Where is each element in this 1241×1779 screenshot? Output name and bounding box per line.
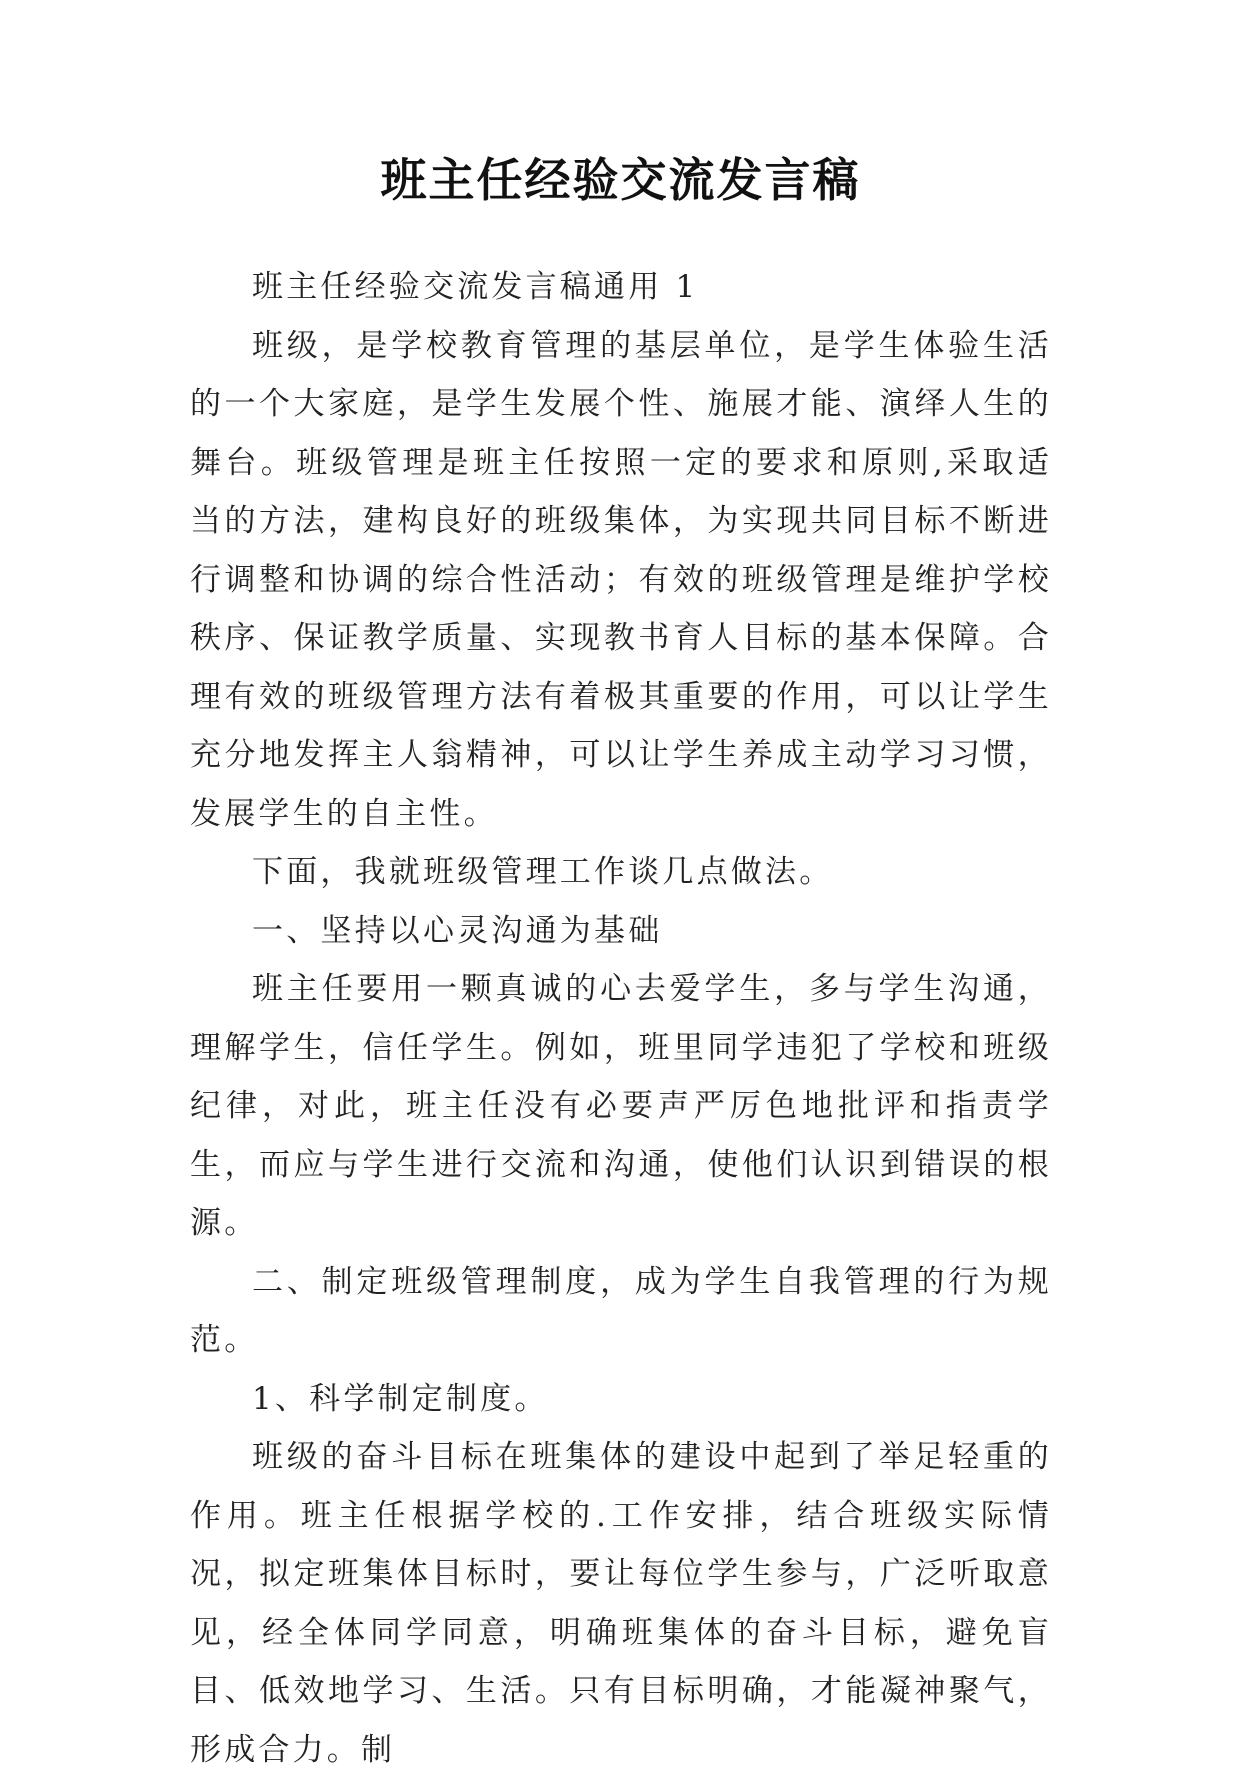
document-body xyxy=(190,258,1052,1779)
intro-paragraph: 班级，是学校教育管理的基层单位，是学生体验生活的一个大家庭，是学生发展个性、施展才能、演绎人生的舞台。班级管理是班主任按照一定的要求和原则,采取适当的方法，建构良好的班级集体，为实现共同目标不断进行调整和协调的综合性活动；有效的班级管理是维护学校秩序、保证教学质量、实现教书育人目标的基本保障。合理有效的班级管理方法有着极其重要的作用，可以让学生充分地发挥主人翁精神，可以让学生养成主动学习习惯，发展学生的自主性。 xyxy=(190,327,1052,832)
section-heading-1: 一、坚持以心灵沟通为基础 xyxy=(252,912,663,949)
subsection-heading-1: 1、科学制定制度。 xyxy=(252,1380,549,1417)
section-heading-2: 二、制定班级管理制度，成为学生自我管理的行为规范。 xyxy=(190,1263,1052,1358)
document-title: 班主任经验交流发言稿 xyxy=(380,153,861,207)
subsection-1-paragraph: 班级的奋斗目标在班集体的建设中起到了举足轻重的作用。班主任根据学校的.工作安排，结合班级实际情况，拟定班集体目标时，要让每位学生参与，广泛听取意见，经全体同学同意，明确班集体的奋斗目标，避免盲目、低效地学习、生活。只有目标明确，才能凝神聚气，形成合力。制 xyxy=(190,1439,1052,1768)
section-1-paragraph: 班主任要用一颗真诚的心去爱学生，多与学生沟通，理解学生，信任学生。例如，班里同学违犯了学校和班级纪律，对此，班主任没有必要声严厉色地批评和指责学生，而应与学生进行交流和沟通，使他们认识到错误的根源。 xyxy=(190,971,1052,1241)
transition-paragraph: 下面，我就班级管理工作谈几点做法。 xyxy=(252,854,834,890)
subtitle-paragraph: 班主任经验交流发言稿通用 1 xyxy=(252,269,699,305)
